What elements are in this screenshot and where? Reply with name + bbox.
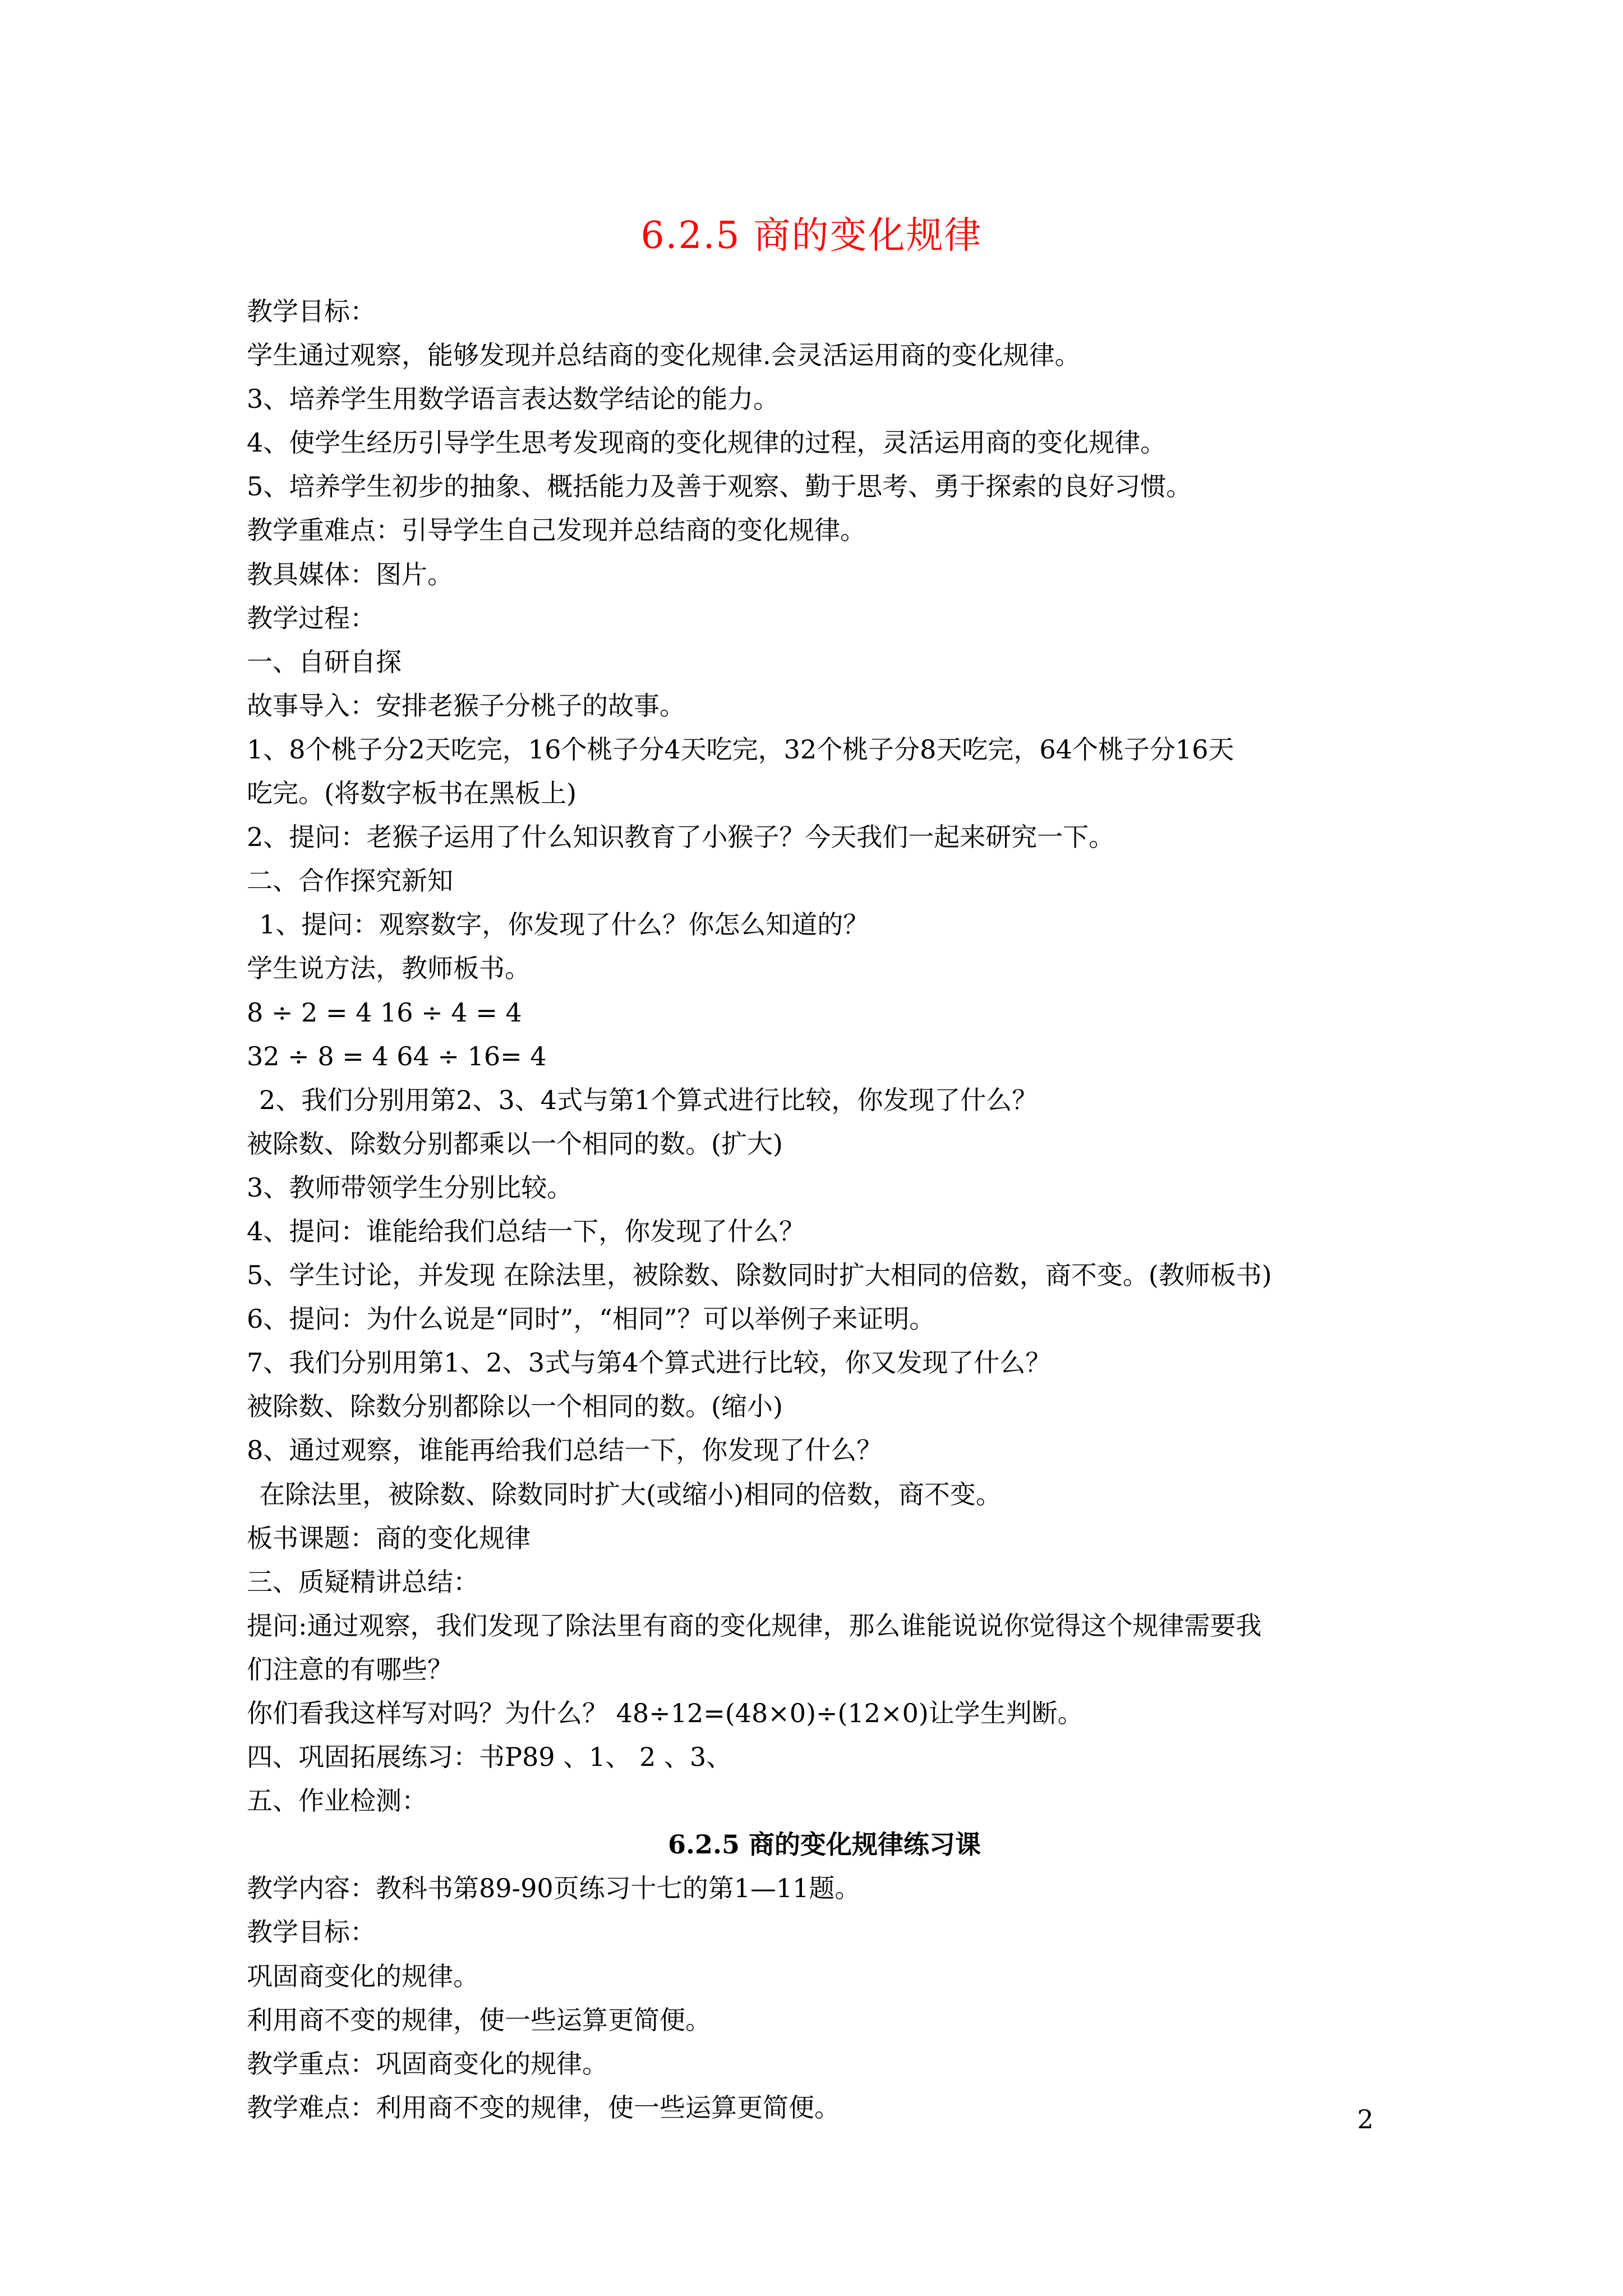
text-line: 8、通过观察，谁能再给我们总结一下，你发现了什么？ bbox=[247, 1435, 883, 1466]
text-line: 教学目标： bbox=[247, 296, 376, 326]
page-title: 6.2.5 商的变化规律 bbox=[640, 214, 983, 257]
text-line: 五、作业检测： bbox=[247, 1786, 427, 1816]
text-line: 在除法里，被除数、除数同时扩大(或缩小)相同的倍数，商不变。 bbox=[259, 1479, 1002, 1510]
text-line: 教学难点：利用商不变的规律，使一些运算更简便。 bbox=[247, 2092, 840, 2123]
text-line: 三、质疑精讲总结： bbox=[247, 1566, 479, 1597]
text-line: 1、8个桃子分2天吃完，16个桃子分4天吃完，32个桃子分8天吃完，64个桃子分16天 bbox=[247, 734, 1234, 765]
text-line: 4、提问：谁能给我们总结一下，你发现了什么？ bbox=[247, 1216, 805, 1246]
text-line: 利用商不变的规律，使一些运算更简便。 bbox=[247, 2004, 711, 2035]
text-line: 吃完。(将数字板书在黑板上) bbox=[247, 778, 577, 809]
text-line: 教学重难点：引导学生自己发现并总结商的变化规律。 bbox=[247, 515, 866, 546]
text-line: 6、提问：为什么说是“同时”，“相同”？可以举例子来证明。 bbox=[247, 1304, 935, 1335]
text-line: 5、培养学生初步的抽象、概括能力及善于观察、勤于思考、勇于探索的良好习惯。 bbox=[247, 471, 1192, 502]
text-line: 学生通过观察，能够发现并总结商的变化规律.会灵活运用商的变化规律。 bbox=[247, 340, 1081, 371]
text-line: 2、提问：老猴子运用了什么知识教育了小猴子？今天我们一起来研究一下。 bbox=[247, 822, 1115, 853]
text-line: 教学重点：巩固商变化的规律。 bbox=[247, 2048, 608, 2079]
text-line: 7、我们分别用第1、2、3式与第4个算式进行比较，你又发现了什么？ bbox=[247, 1347, 1052, 1378]
text-line: 板书课题：商的变化规律 bbox=[247, 1522, 531, 1553]
text-line: 教具媒体：图片。 bbox=[247, 559, 453, 590]
section-subtitle: 6.2.5 商的变化规律练习课 bbox=[667, 1829, 981, 1860]
text-line: 被除数、除数分别都除以一个相同的数。(缩小) bbox=[247, 1391, 783, 1422]
text-line: 被除数、除数分别都乘以一个相同的数。(扩大) bbox=[247, 1128, 783, 1159]
text-line: 二、合作探究新知 bbox=[247, 866, 453, 896]
document-body bbox=[247, 289, 1402, 2129]
text-line: 教学内容：教科书第89-90页练习十七的第1—11题。 bbox=[247, 1873, 861, 1904]
text-line: 教学目标： bbox=[247, 1917, 376, 1948]
page-number: 2 bbox=[1357, 2104, 1374, 2134]
text-line: 8 ÷ 2 = 4 16 ÷ 4 = 4 bbox=[247, 997, 522, 1028]
text-line: 2、我们分别用第2、3、4式与第1个算式进行比较，你发现了什么？ bbox=[259, 1084, 1038, 1115]
text-line: 4、使学生经历引导学生思考发现商的变化规律的过程，灵活运用商的变化规律。 bbox=[247, 427, 1166, 458]
text-line: 你们看我这样写对吗？为什么？ 48÷12=(48×0)÷(12×0)让学生判断。 bbox=[247, 1698, 1083, 1728]
text-line: 3、培养学生用数学语言表达数学结论的能力。 bbox=[247, 384, 780, 415]
text-line: 一、自研自探 bbox=[247, 646, 402, 677]
text-line: 巩固商变化的规律。 bbox=[247, 1961, 479, 1991]
text-line: 学生说方法，教师板书。 bbox=[247, 953, 531, 984]
text-line: 四、巩固拓展练习：书P89 、1、 2 、3、 bbox=[247, 1742, 732, 1773]
text-line: 5、学生讨论，并发现 在除法里，被除数、除数同时扩大相同的倍数，商不变。(教师板书) bbox=[247, 1260, 1272, 1291]
text-line: 提问:通过观察，我们发现了除法里有商的变化规律，那么谁能说说你觉得这个规律需要我 bbox=[247, 1610, 1262, 1641]
text-line: 们注意的有哪些？ bbox=[247, 1654, 453, 1685]
text-line: 1、提问：观察数字，你发现了什么？你怎么知道的？ bbox=[259, 909, 869, 940]
text-line: 故事导入：安排老猴子分桃子的故事。 bbox=[247, 690, 685, 721]
text-line: 3、教师带领学生分别比较。 bbox=[247, 1172, 573, 1203]
text-line: 教学过程： bbox=[247, 602, 376, 633]
text-line: 32 ÷ 8 = 4 64 ÷ 16= 4 bbox=[247, 1041, 547, 1071]
